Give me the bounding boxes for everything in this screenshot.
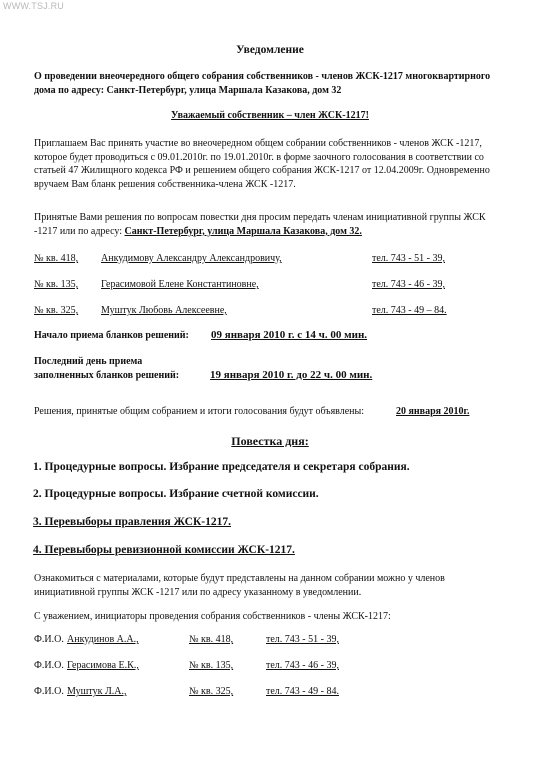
start-row: [34, 329, 504, 345]
deadline-row: [34, 356, 504, 370]
contact-row: [34, 279, 504, 293]
start-label: Начало приема бланков решений:: [34, 330, 189, 341]
contact-row: [34, 253, 504, 267]
signoff-text: С уважением, инициаторы проведения собрания собственников - члены ЖСК-1217:: [34, 611, 391, 622]
signature-fio-label: Ф.И.О.: [34, 660, 64, 671]
signature-phone: тел. 743 - 51 - 39,: [266, 634, 339, 645]
signature-row: [34, 660, 504, 674]
deadline-label-line1: Последний день приема: [34, 356, 143, 367]
signature-row: [34, 686, 504, 700]
contact-apartment: № кв. 325,: [34, 305, 79, 316]
results-date: 20 января 2010г.: [396, 406, 470, 417]
invitation-paragraph: Приглашаем Вас принять участие во внеочередном общем собрании собственников - членов ЖСК -1217, которое будет проводиться с 09.01.2010г. по 19.01.2010г. в форме заочного голосования в соответствии со статьей 47 Жилищного кодекса РФ и решением общего собрания ЖСК-1217 от 12.04.2009г. Одновременно вручаем Вам бланк решения собственника-члена ЖСК -1217.: [34, 138, 490, 190]
materials-paragraph: Ознакомиться с материалами, которые будут представлены на данном собрании можно у членов инициативной группы ЖСК -1217 или по адресу указанному в уведомлении.: [34, 573, 445, 598]
agenda-item: 3. Перевыборы правления ЖСК-1217.: [33, 516, 232, 528]
agenda-item: 4. Перевыборы ревизионной комиссии ЖСК-1217.: [33, 544, 295, 556]
agenda-item: 1. Процедурные вопросы. Избрание председателя и секретаря собрания.: [33, 461, 410, 473]
submit-paragraph: [34, 211, 504, 238]
signature-name: Анкудинов А.А.,: [67, 634, 139, 645]
contact-row: [34, 305, 504, 319]
contact-phone: тел. 743 - 51 - 39,: [372, 253, 445, 264]
contact-name: Муштук Любовь Алексеевне,: [101, 305, 227, 316]
signature-phone: тел. 743 - 46 - 39,: [266, 660, 339, 671]
contact-apartment: № кв. 135,: [34, 279, 79, 290]
results-row: [34, 406, 504, 420]
contact-name: Анкудимову Александру Александровичу,: [101, 253, 282, 264]
start-value: 09 января 2010 г. с 14 ч. 00 мин.: [211, 329, 368, 341]
signature-fio-label: Ф.И.О.: [34, 686, 64, 697]
contact-name: Герасимовой Елене Константиновне,: [101, 279, 259, 290]
signature-name: Герасимова Е.К.,: [67, 660, 139, 671]
signature-apartment: № кв. 418,: [189, 634, 234, 645]
greeting: Уважаемый собственник – член ЖСК-1217!: [171, 110, 369, 121]
signature-name: Муштук Л.А.,: [67, 686, 127, 697]
agenda-title: Повестка дня:: [231, 434, 309, 448]
notice-subject: О проведении внеочередного общего собрания собственников - членов ЖСК-1217 многоквартирного дома по адресу: Санкт-Петербург, улица Маршала Казакова, дом 32: [34, 71, 491, 96]
deadline-value: 19 января 2010 г. до 22 ч. 00 мин.: [210, 369, 373, 381]
signature-apartment: № кв. 325,: [189, 686, 234, 697]
results-text: Решения, принятые общим собранием и итоги голосования будут объявлены:: [34, 406, 365, 417]
watermark: WWW.TSJ.RU: [3, 1, 64, 11]
deadline-row: [34, 369, 504, 385]
signature-fio-label: Ф.И.О.: [34, 634, 64, 645]
contact-phone: тел. 743 - 49 – 84.: [372, 305, 447, 316]
contact-apartment: № кв. 418,: [34, 253, 79, 264]
signature-row: [34, 634, 504, 648]
signature-apartment: № кв. 135,: [189, 660, 234, 671]
signature-phone: тел. 743 - 49 - 84.: [266, 686, 339, 697]
submit-text: Принятые Вами решения по вопросам повестки дня просим передать членам инициативной группы ЖСК -1217 или по адресу:: [34, 212, 486, 237]
document-title: Уведомление: [236, 44, 304, 56]
contact-phone: тел. 743 - 46 - 39,: [372, 279, 445, 290]
submit-address: Санкт-Петербург, улица Маршала Казакова, дом 32.: [124, 225, 362, 237]
agenda-item: 2. Процедурные вопросы. Избрание счетной комиссии.: [33, 488, 319, 500]
deadline-label-line2: заполненных бланков решений:: [34, 370, 180, 381]
